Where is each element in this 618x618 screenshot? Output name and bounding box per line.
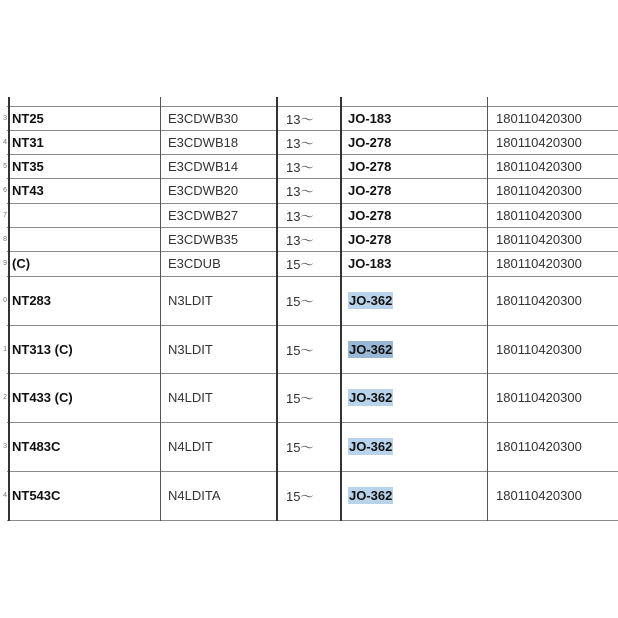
table-row: [0, 154, 618, 178]
range-cell[interactable]: 15～: [286, 342, 314, 358]
grid-line: [7, 106, 618, 107]
number-cell[interactable]: 180110420300: [496, 439, 582, 454]
grid-line: [7, 178, 618, 179]
code-cell[interactable]: E3CDWB27: [168, 207, 239, 223]
column-divider: [487, 97, 488, 521]
row-number[interactable]: 2: [3, 394, 7, 401]
model-cell[interactable]: NT43: [12, 183, 44, 198]
number-cell[interactable]: 180110420300: [496, 134, 582, 150]
range-cell[interactable]: 13～: [286, 208, 314, 224]
grid-line: [7, 251, 618, 252]
code-cell[interactable]: E3CDWB30: [168, 110, 239, 126]
part-cell[interactable]: [348, 373, 486, 422]
table-row: [0, 276, 618, 325]
table-row: [0, 471, 618, 520]
highlighted-part: JO-362: [349, 341, 393, 357]
code-cell[interactable]: E3CDWB18: [168, 134, 239, 150]
model-cell[interactable]: NT483C: [12, 439, 61, 454]
range-cell[interactable]: 15～: [286, 489, 314, 504]
model-cell[interactable]: [12, 203, 160, 227]
column-divider: [8, 97, 10, 521]
table-row: [0, 106, 618, 130]
range-cell[interactable]: 13～: [286, 159, 314, 175]
table-row: [0, 130, 618, 154]
part-cell[interactable]: JO-278: [348, 158, 392, 174]
range-cell[interactable]: 15～: [286, 440, 314, 455]
highlighted-part: JO-362: [349, 293, 393, 308]
grid-line: [7, 422, 618, 423]
range-cell[interactable]: 15～: [286, 257, 314, 272]
part-cell[interactable]: JO-278: [348, 134, 392, 150]
model-cell[interactable]: NT313 (C): [12, 341, 73, 357]
table-row: [0, 373, 618, 422]
grid-line: [7, 203, 618, 204]
grid-line: [7, 130, 618, 131]
row-number[interactable]: 5: [3, 162, 7, 170]
model-cell[interactable]: [12, 227, 160, 251]
code-cell[interactable]: N3LDIT: [168, 341, 213, 357]
part-cell[interactable]: JO-183: [348, 256, 392, 271]
row-number[interactable]: 0: [3, 297, 7, 304]
grid-line: [7, 227, 618, 228]
column-divider: [276, 97, 278, 521]
code-cell[interactable]: E3CDWB35: [168, 231, 239, 247]
number-cell[interactable]: 180110420300: [496, 390, 582, 405]
highlighted-part: JO-362: [349, 439, 393, 454]
row-number[interactable]: 7: [3, 211, 7, 219]
model-cell[interactable]: (C): [12, 256, 31, 271]
number-cell[interactable]: 180110420300: [496, 341, 582, 357]
range-cell[interactable]: 15～: [286, 294, 314, 309]
code-cell[interactable]: E3CDWB20: [168, 183, 239, 198]
code-cell[interactable]: N4LDITA: [168, 488, 221, 503]
model-cell[interactable]: NT35: [12, 158, 44, 174]
part-cell[interactable]: JO-278: [348, 183, 392, 198]
part-cell[interactable]: [348, 422, 486, 471]
range-cell[interactable]: 13～: [286, 184, 314, 199]
model-cell[interactable]: NT433 (C): [12, 390, 73, 405]
grid-line: [7, 325, 618, 326]
range-cell[interactable]: 15～: [286, 391, 314, 406]
row-number[interactable]: 9: [3, 260, 7, 267]
column-divider: [160, 97, 161, 521]
part-cell[interactable]: JO-278: [348, 231, 392, 247]
grid-line: [7, 471, 618, 472]
table-row: [0, 325, 618, 373]
number-cell[interactable]: 180110420300: [496, 293, 582, 308]
part-cell[interactable]: [348, 325, 486, 373]
part-cell[interactable]: JO-183: [348, 110, 392, 126]
grid-line: [7, 520, 618, 521]
row-number[interactable]: 4: [3, 138, 7, 146]
part-cell[interactable]: [348, 471, 486, 520]
table-row: [0, 251, 618, 276]
number-cell[interactable]: 180110420300: [496, 207, 582, 223]
code-cell[interactable]: N4LDIT: [168, 390, 213, 405]
range-cell[interactable]: 13～: [286, 111, 314, 127]
number-cell[interactable]: 180110420300: [496, 488, 582, 503]
table-row: [0, 227, 618, 251]
row-number[interactable]: 6: [3, 187, 7, 194]
row-number[interactable]: 1: [3, 345, 7, 353]
code-cell[interactable]: E3CDUB: [168, 256, 221, 271]
row-number[interactable]: 3: [3, 443, 7, 450]
number-cell[interactable]: 180110420300: [496, 231, 582, 247]
highlighted-part: JO-362: [349, 390, 393, 405]
part-cell[interactable]: [348, 276, 486, 325]
grid-line: [7, 154, 618, 155]
number-cell[interactable]: 180110420300: [496, 256, 582, 271]
code-cell[interactable]: N3LDIT: [168, 293, 213, 308]
number-cell[interactable]: 180110420300: [496, 158, 582, 174]
model-cell[interactable]: NT543C: [12, 488, 61, 503]
part-cell[interactable]: JO-278: [348, 207, 392, 223]
table-row: [0, 178, 618, 203]
table-row: [0, 203, 618, 227]
model-cell[interactable]: NT25: [12, 110, 44, 126]
grid-line: [7, 373, 618, 374]
row-number[interactable]: 4: [3, 492, 7, 499]
number-cell[interactable]: 180110420300: [496, 110, 582, 126]
highlighted-part: JO-362: [349, 488, 393, 503]
row-number[interactable]: 8: [3, 235, 7, 243]
range-cell[interactable]: 13～: [286, 232, 314, 248]
code-cell[interactable]: E3CDWB14: [168, 158, 239, 174]
model-cell[interactable]: NT31: [12, 134, 44, 150]
table-row: [0, 422, 618, 471]
code-cell[interactable]: N4LDIT: [168, 439, 213, 454]
column-divider: [340, 97, 342, 521]
row-number[interactable]: 3: [3, 114, 7, 122]
number-cell[interactable]: 180110420300: [496, 183, 582, 198]
model-cell[interactable]: NT283: [12, 293, 52, 308]
grid-line: [7, 276, 618, 277]
range-cell[interactable]: 13～: [286, 135, 314, 151]
